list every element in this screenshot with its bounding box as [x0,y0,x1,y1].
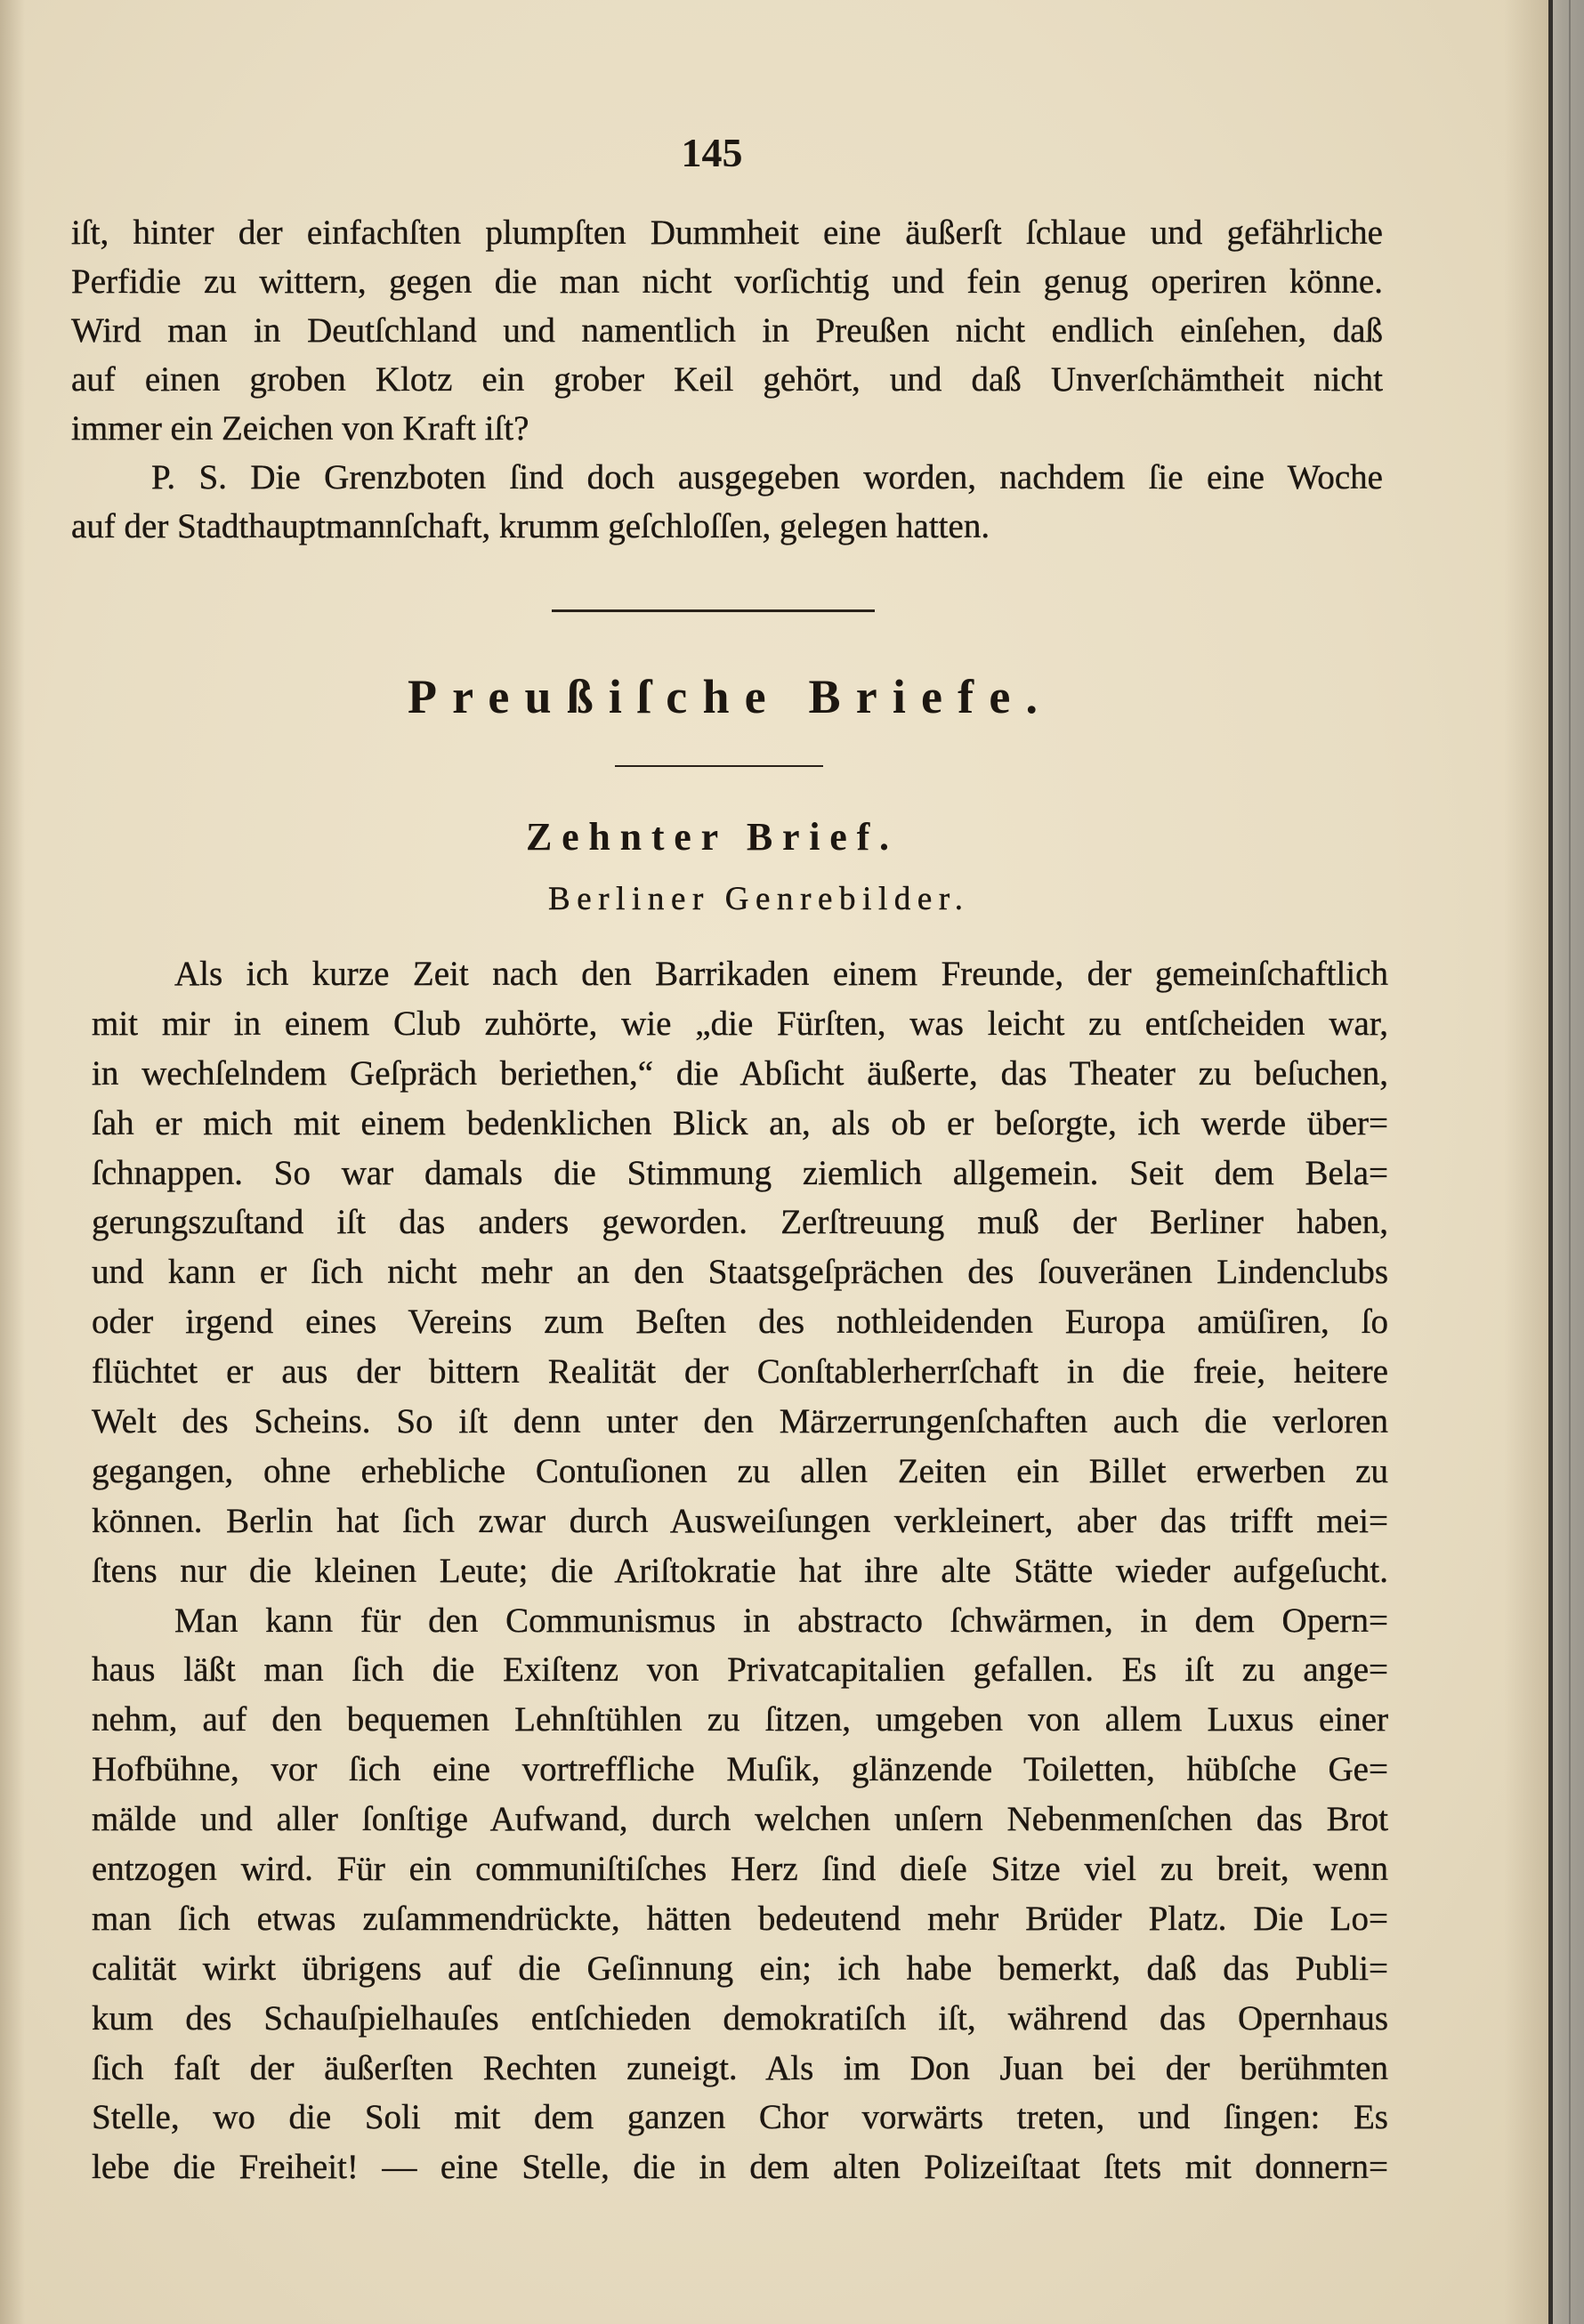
text-line [71,257,1383,306]
line-text: Man kann für den Communismus in abstracto ſchwärmen, in dem Opern= [174,1601,1388,1640]
line-text: Wird man in Deutſchland und namentlich in Preußen nicht endlich einſehen, daß [71,311,1383,350]
line-text: flüchtet er aus der bittern Realität der Conſtablerherrſchaft in die freie, heitere [92,1352,1388,1392]
line-text: Welt des Scheins. So iſt denn unter den Märzerrungenſchaften auch die verloren [92,1402,1388,1441]
text-line [92,1297,1388,1347]
text-line [92,1497,1388,1546]
text-line [92,1049,1388,1099]
line-text: gerungszuſtand iſt das anders geworden. Zerſtreuung muß der Berliner haben, [92,1203,1388,1242]
book-edge-line [1569,0,1571,2324]
text-line [92,1795,1388,1844]
text-line [92,2044,1388,2094]
text-line [92,1099,1388,1149]
section-rule-top [552,609,875,612]
line-text: Hofbühne, vor ſich eine vortreffliche Muſik, glänzende Toiletten, hübſche Ge= [92,1750,1388,1789]
line-text: immer ein Zeichen von Kraft iſt? [71,409,529,448]
line-text: iſt, hinter der einfachſten plumpſten Dummheit eine äußerſt ſchlaue und gefährliche [71,214,1383,252]
line-text: gegangen, ohne erhebliche Contuſionen zu allen Zeiten ein Billet erwerben zu [92,1451,1388,1490]
section-title-text: Preußiſche Briefe. [408,670,1054,723]
text-line [92,1944,1388,1994]
line-text: mälde und aller ſonſtige Aufwand, durch welchen unſern Nebenmenſchen das Brot [92,1800,1388,1839]
line-text: entzogen wird. Für ein communiſtiſches Herz ſind dieſe Sitze viel zu breit, wenn [92,1850,1388,1889]
letter-title-text: Zehnter Brief. [526,815,899,859]
text-line [92,1645,1388,1695]
page-number: 145 [681,130,743,175]
text-line [71,453,1383,502]
letter-subtitle-text: Berliner Genrebilder. [548,881,970,917]
line-text: auf einen groben Klotz ein grober Keil gehört, und daß Unverſchämtheit nicht [71,360,1383,399]
line-text: auf der Stadthauptmannſchaft, krumm geſchloſſen, gelegen hatten. [71,507,990,545]
line-text: lebe die Freiheit! — eine Stelle, die in dem alten Polizeiſtaat ſtets mit donnern= [92,2148,1388,2187]
text-line [92,1695,1388,1745]
text-line [71,306,1383,355]
text-line [92,2142,1388,2192]
line-text: ſchnappen. So war damals die Stimmung ziemlich allgemein. Seit dem Bela= [92,1153,1388,1192]
text-line [71,208,1383,257]
text-line [71,355,1383,404]
line-text: ſah er mich mit einem bedenklichen Blick an, als ob er beſorgte, ich werde über= [92,1103,1388,1142]
line-text: und kann er ſich nicht mehr an den Staatsgeſprächen des ſouveränen Lindenclubs [92,1253,1388,1292]
line-text: kum des Schauſpielhauſes entſchieden demokratiſch iſt, während das Opernhaus [92,1998,1388,2038]
text-line [92,1844,1388,1894]
line-text: nehm, auf den bequemen Lehnſtühlen zu ſitzen, umgeben von allem Luxus einer [92,1700,1388,1739]
postscript-paragraph [71,453,1383,551]
line-text: Stelle, wo die Soli mit dem ganzen Chor vorwärts treten, und ſingen: Es [92,2098,1388,2137]
text-line [92,999,1388,1049]
section-rule-bottom [615,765,823,767]
page-edge-left [0,0,25,2324]
line-text: ſtens nur die kleinen Leute; die Ariſtokratie hat ihre alte Stätte wieder aufgeſucht. [92,1551,1388,1590]
letter-title [526,806,899,868]
line-text: P. S. Die Grenzboten ſind doch ausgegeben worden, nachdem ſie eine Woche [151,458,1383,496]
letter-subtitle [548,875,970,924]
text-line [92,1247,1388,1297]
book-edge-line [1548,0,1553,2324]
line-text: mit mir in einem Club zuhörte, wie „die Fürſten, was leicht zu entſcheiden war, [92,1004,1388,1043]
line-text: haus läßt man ſich die Exiſtenz von Privatcapitalien gefallen. Es iſt zu ange= [92,1650,1388,1690]
letter-body [92,949,1388,2192]
line-text: man ſich etwas zuſammendrückte, hätten bedeutend mehr Brüder Platz. Die Lo= [92,1899,1388,1938]
section-title [408,666,1054,728]
text-line [92,1198,1388,1247]
line-text: oder irgend eines Vereins zum Beſten des nothleidenden Europa amüſiren, ſo [92,1303,1388,1342]
line-text: Als ich kurze Zeit nach den Barrikaden einem Freunde, der gemeinſchaftlich [174,955,1388,993]
line-text: ſich faſt der äußerſten Rechten zuneigt. Als im Don Juan bei der berühmten [92,2048,1388,2087]
text-line [92,949,1388,999]
line-text: Perfidie zu wittern, gegen die man nicht vorſichtig und fein genug operiren könne. [71,262,1383,301]
text-line [71,502,1383,551]
text-line [92,1745,1388,1795]
text-line [92,1447,1388,1497]
text-line [92,1546,1388,1596]
book-edge-right [1548,0,1584,2324]
text-line [92,1397,1388,1447]
page-gutter-shade [1504,0,1548,2324]
text-line [92,1894,1388,1944]
text-line [92,2093,1388,2142]
text-line [92,1347,1388,1397]
text-line [92,1994,1388,2044]
text-line [71,404,1383,453]
text-line [92,1149,1388,1198]
line-text: calität wirkt übrigens auf die Geſinnung ein; ich habe bemerkt, daß das Publi= [92,1949,1388,1988]
line-text: können. Berlin hat ſich zwar durch Ausweiſungen verkleinert, aber das trifft mei= [92,1501,1388,1540]
continuation-paragraph [71,208,1383,453]
line-text: in wechſelndem Geſpräch beriethen,“ die Abſicht äußerte, das Theater zu beſuchen, [92,1053,1388,1093]
text-line [92,1596,1388,1646]
